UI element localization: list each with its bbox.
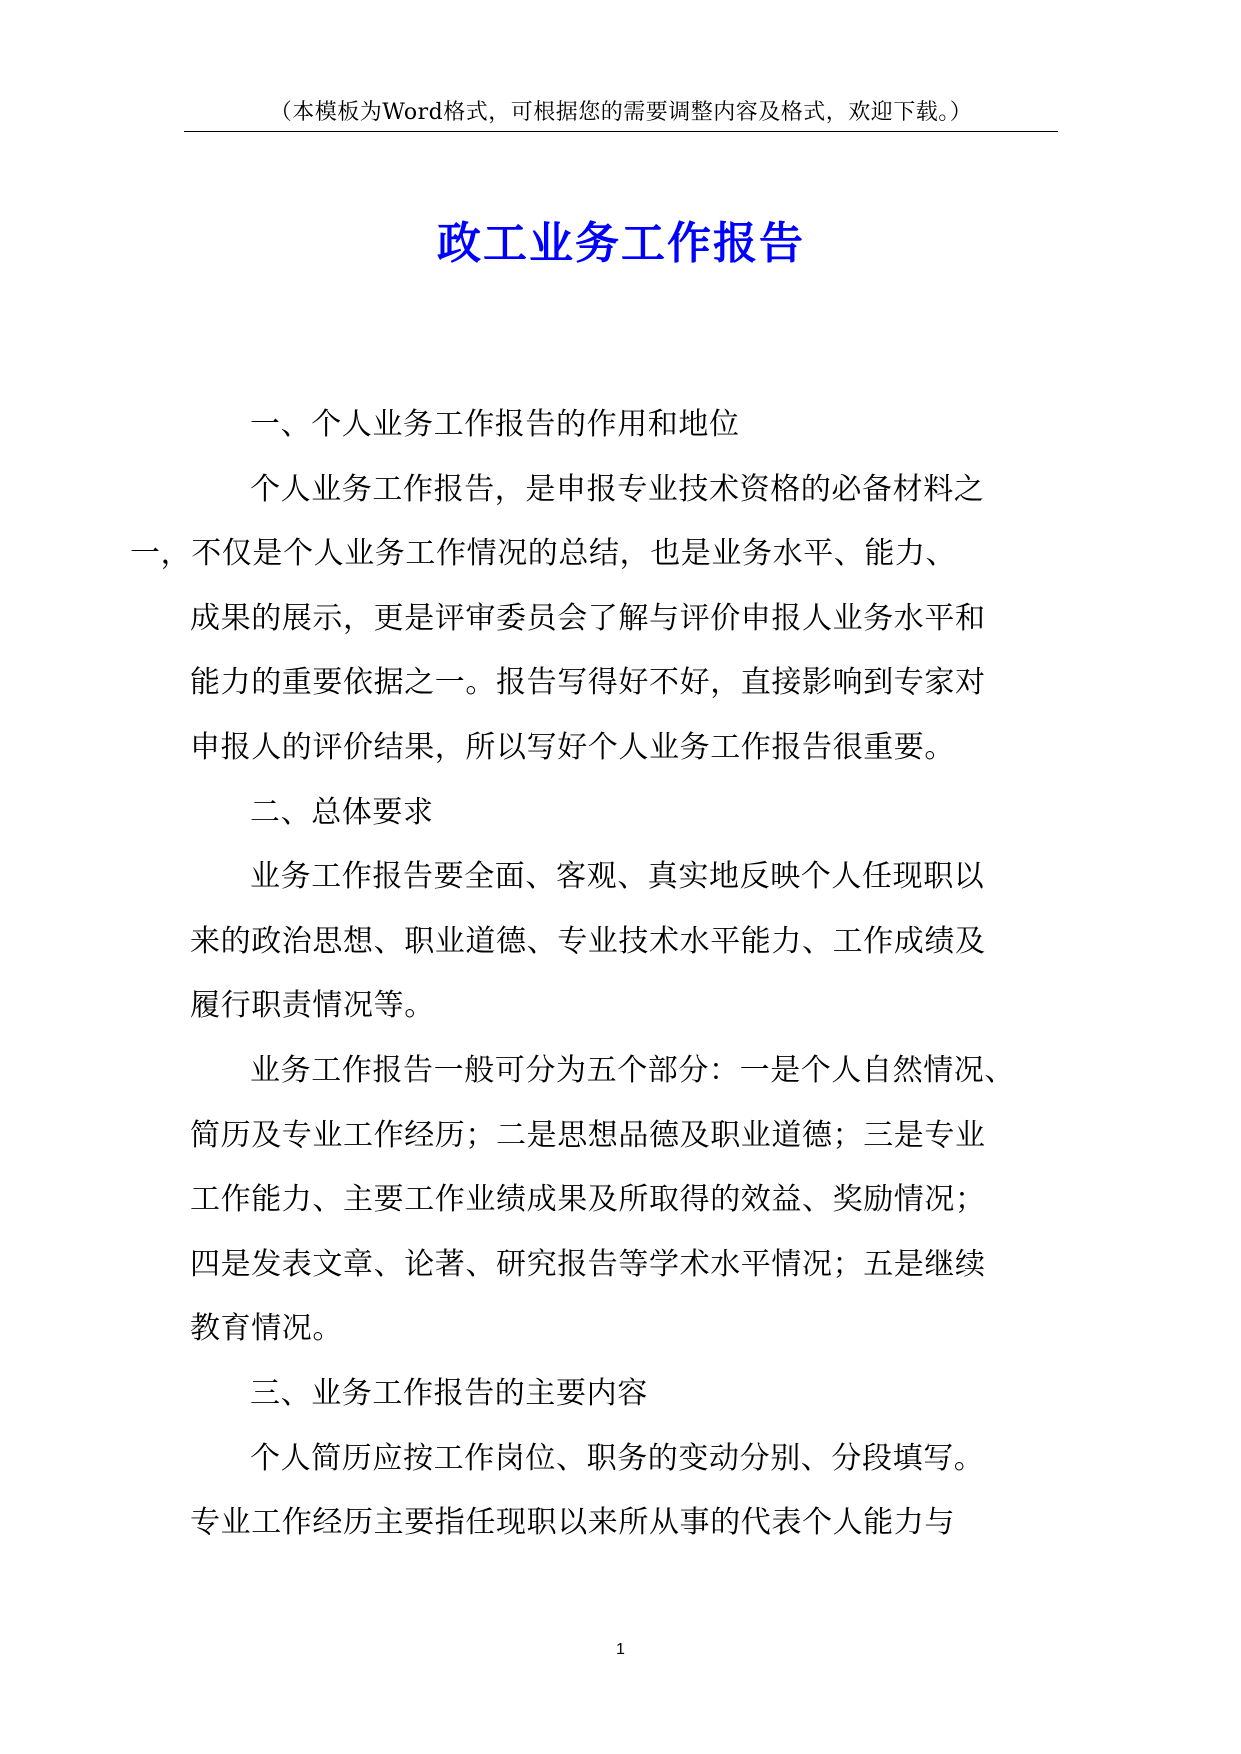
template-note: （本模板为Word格式，可根据您的需要调整内容及格式，欢迎下载。） xyxy=(269,100,973,125)
paragraph-five-parts xyxy=(190,1039,1052,1362)
text-line: 来的政治思想、职业道德、专业技术水平能力、工作成绩及 xyxy=(190,923,986,959)
text-line: 个人简历应按工作岗位、职务的变动分别、分段填写。 xyxy=(250,1440,985,1476)
text-line: 工作能力、主要工作业绩成果及所取得的效益、奖励情况； xyxy=(190,1182,986,1218)
heading-section-3 xyxy=(190,1362,1052,1427)
text-line: 一，不仅是个人业务工作情况的总结，也是业务水平、能力、 xyxy=(130,536,957,572)
text-line: 个人业务工作报告，是申报专业技术资格的必备材料之 xyxy=(250,471,985,507)
document-title: 政工业务工作报告 xyxy=(437,218,805,269)
text-line: 能力的重要依据之一。报告写得好不好，直接影响到专家对 xyxy=(190,665,986,701)
text-line: 二、总体要求 xyxy=(250,794,434,830)
heading-section-1 xyxy=(190,393,1052,458)
text-line: 四是发表文章、论著、研究报告等学术水平情况；五是继续 xyxy=(190,1246,986,1282)
text-line: 专业工作经历主要指任现职以来所从事的代表个人能力与 xyxy=(190,1505,955,1541)
text-line: 成果的展示，更是评审委员会了解与评价申报人业务水平和 xyxy=(190,600,986,636)
text-line: 简历及专业工作经历；二是思想品德及职业道德；三是专业 xyxy=(190,1117,986,1153)
text-line: 三、业务工作报告的主要内容 xyxy=(250,1375,648,1411)
heading-section-2 xyxy=(190,781,1052,846)
text-line: 一、个人业务工作报告的作用和地位 xyxy=(250,407,740,442)
text-line: 履行职责情况等。 xyxy=(190,988,435,1024)
text-line: 业务工作报告一般可分为五个部分：一是个人自然情况、 xyxy=(250,1052,1015,1088)
header-divider xyxy=(184,131,1058,132)
text-line: 业务工作报告要全面、客观、真实地反映个人任现职以 xyxy=(250,859,985,895)
paragraph-role xyxy=(130,458,1052,781)
document-body xyxy=(130,393,1052,1556)
paragraph-requirements xyxy=(190,845,1052,1039)
page-number: 1 xyxy=(616,1641,625,1658)
text-line: 申报人的评价结果，所以写好个人业务工作报告很重要。 xyxy=(190,729,955,765)
text-line: 教育情况。 xyxy=(190,1311,343,1347)
paragraph-main-content xyxy=(190,1427,1052,1556)
